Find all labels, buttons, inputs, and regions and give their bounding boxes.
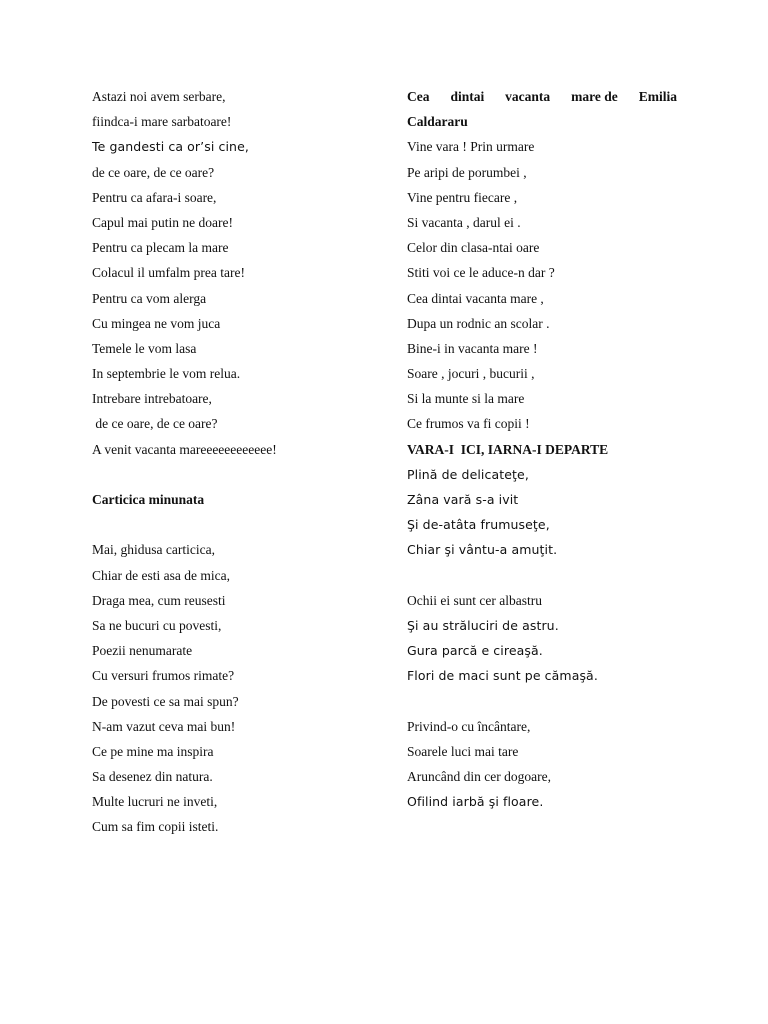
poem-line: Mai, ghidusa carticica, [92, 542, 215, 558]
poem-line: Intrebare intrebatoare, [92, 391, 212, 407]
poem-line: Chiar de esti asa de mica, [92, 567, 230, 583]
poem-line: Ce pe mine ma inspira [92, 743, 214, 759]
poem-line: Ce frumos va fi copii ! [407, 416, 530, 432]
poem-title-author: Caldararu [407, 114, 468, 130]
right-column [407, 84, 677, 814]
poem-line: Si la munte si la mare [407, 391, 525, 407]
poem-line: Şi au străluciri de astru. [407, 617, 559, 633]
poem-line: Te gandesti ca or’si cine, [92, 139, 249, 155]
poem-line: Pentru ca plecam la mare [92, 240, 229, 256]
poem-cea-dintai [407, 84, 677, 437]
poem-line: Privind-o cu încântare, [407, 718, 531, 734]
poem-line: Şi de-atâta frumuseţe, [407, 517, 550, 533]
poem-line: Vine pentru fiecare , [407, 189, 518, 205]
poem-line: Gura parcă e cireaşă. [407, 643, 543, 659]
poem-line: fiindca-i mare sarbatoare! [92, 114, 232, 130]
poem-line: Ofilind iarbă şi floare. [407, 794, 544, 810]
poem-line: Cu mingea ne vom juca [92, 315, 221, 331]
poem-line: Dupa un rodnic an scolar . [407, 315, 550, 331]
poem-line: de ce oare, de ce oare? [92, 164, 215, 180]
poem-carticica [92, 487, 382, 840]
poem-astazi [92, 84, 382, 462]
poem-line: Pentru ca afara-i soare, [92, 189, 217, 205]
poem-line: Capul mai putin ne doare! [92, 214, 233, 230]
poem-line: Zâna vară s-a ivit [407, 492, 519, 507]
poem-vara-i-ici [407, 437, 677, 815]
title-word: Emilia [638, 89, 677, 104]
poem-line: Cea dintai vacanta mare , [407, 290, 544, 306]
poem-line: Colacul il umfalm prea tare! [92, 265, 245, 281]
poem-title [407, 84, 677, 109]
poem-line: Pentru ca vom alerga [92, 290, 207, 306]
stanza-gap [92, 462, 382, 487]
left-column [92, 84, 382, 840]
poem-line: Stiti voi ce le aduce-n dar ? [407, 265, 555, 281]
title-word: vacanta [505, 89, 551, 104]
poem-line: Plină de delicateţe, [407, 466, 529, 482]
poem-line: Si vacanta , darul ei . [407, 214, 521, 230]
poem-line: Multe lucruri ne inveti, [92, 794, 218, 810]
poem-line: A venit vacanta mareeeeeeeeeeee! [92, 441, 277, 457]
poem-line: Pe aripi de porumbei , [407, 164, 527, 180]
poem-line: Cum sa fim copii isteti. [92, 819, 219, 835]
poem-line: Flori de maci sunt pe cămaşă. [407, 668, 598, 684]
poem-line: Cu versuri frumos rimate? [92, 668, 235, 684]
poem-title: Carticica minunata [92, 492, 205, 507]
poem-line: Ochii ei sunt cer albastru [407, 592, 542, 608]
title-word: dintai [450, 89, 485, 104]
poem-line: In septembrie le vom relua. [92, 366, 241, 382]
poem-line: Celor din clasa-ntai oare [407, 240, 540, 256]
stanza-gap [407, 689, 677, 714]
poem-line: Soarele luci mai tare [407, 743, 519, 759]
poem-line: Draga mea, cum reusesti [92, 592, 226, 608]
stanza-gap [92, 512, 382, 537]
poem-line: Aruncând din cer dogoare, [407, 769, 551, 785]
poem-line: Soare , jocuri , bucurii , [407, 366, 535, 382]
poem-line: Vine vara ! Prin urmare [407, 139, 535, 155]
poem-line: De povesti ce sa mai spun? [92, 693, 239, 709]
poem-line: Sa ne bucuri cu povesti, [92, 617, 222, 633]
title-word: Cea [407, 89, 430, 104]
poem-title: VARA-I ICI, IARNA-I DEPARTE [407, 441, 609, 457]
poem-line: Astazi noi avem serbare, [92, 89, 226, 104]
poem-line: Sa desenez din natura. [92, 769, 213, 785]
title-word: mare de [571, 89, 618, 104]
poem-line: Temele le vom lasa [92, 340, 197, 356]
stanza-gap [407, 563, 677, 588]
poem-line: N-am vazut ceva mai bun! [92, 718, 236, 734]
poem-line: de ce oare, de ce oare? [92, 416, 218, 432]
poem-line: Poezii nenumarate [92, 643, 193, 659]
poem-line: Bine-i in vacanta mare ! [407, 340, 538, 356]
poem-line: Chiar şi vântu-a amuţit. [407, 542, 558, 558]
